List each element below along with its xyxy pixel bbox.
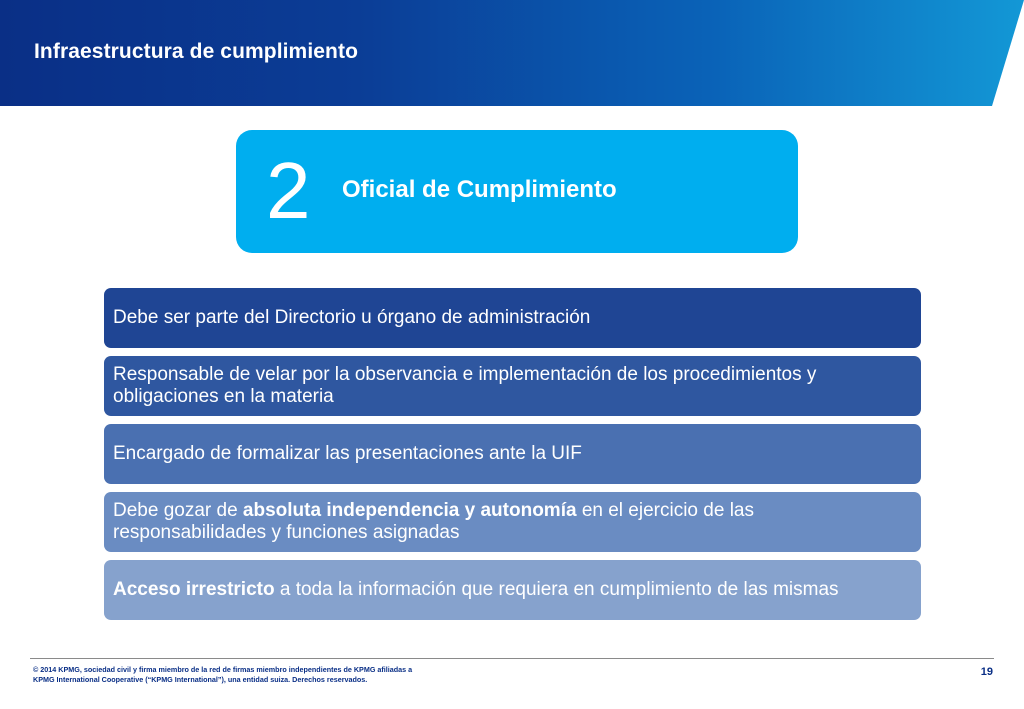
item-text-part: a toda la información que requiera en cumplimiento de las mismas	[274, 579, 839, 600]
responsibility-item-text	[113, 443, 582, 465]
section-card	[236, 130, 798, 253]
footer-divider	[30, 658, 994, 659]
section-title: Oficial de Cumplimiento	[342, 176, 617, 203]
footer-copyright-line-2: KPMG International Cooperative (“KPMG International”), una entidad suiza. Derechos reservados.	[33, 675, 368, 684]
responsibility-item	[104, 560, 921, 620]
item-text-part: Responsable de velar por la observancia e implementación de los procedimientos y obligaciones en la materia	[113, 364, 817, 407]
section-number: 2	[266, 146, 311, 235]
item-text-part: Debe gozar de	[113, 500, 243, 521]
emphasis-text: Acceso irrestricto	[113, 579, 275, 600]
responsibility-item-text	[113, 500, 909, 544]
responsibility-item-text	[113, 579, 839, 601]
footer-copyright-line-1: © 2014 KPMG, sociedad civil y firma miembro de la red de firmas miembro independientes de KPMG afiliadas a	[33, 665, 413, 674]
emphasis-text: absoluta independencia y autonomía	[242, 500, 577, 521]
responsibility-item-text	[113, 307, 590, 329]
item-text-part: Encargado de formalizar las presentaciones ante la UIF	[113, 443, 582, 464]
page-title: Infraestructura de cumplimiento	[34, 40, 358, 63]
item-text-part: Debe ser parte del Directorio u órgano de administración	[113, 307, 591, 328]
responsibility-item	[104, 288, 921, 348]
responsibility-list	[104, 288, 921, 628]
responsibility-item-text	[113, 364, 909, 408]
footer-copyright	[33, 665, 533, 685]
responsibility-item	[104, 424, 921, 484]
page-number: 19	[980, 666, 993, 678]
item-text-part: en el ejercicio de las responsabilidades y funciones asignadas	[113, 500, 754, 543]
responsibility-item	[104, 492, 921, 552]
responsibility-item	[104, 356, 921, 416]
